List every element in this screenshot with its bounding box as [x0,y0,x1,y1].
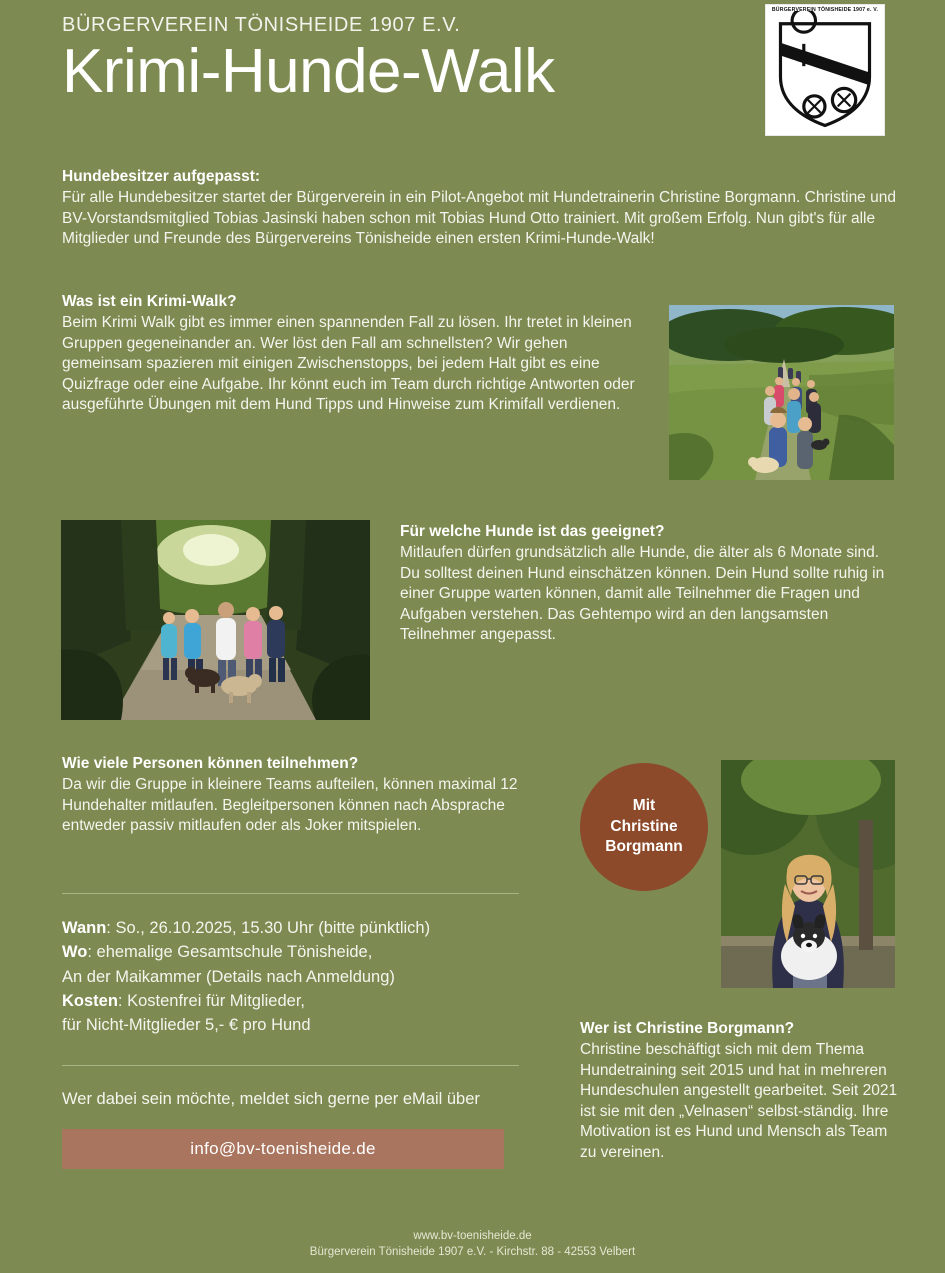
section-geeignete-hunde [400,523,890,646]
detail-kosten-value2: für Nicht-Mitglieder 5,- € pro Hund [62,1016,311,1034]
detail-wo-value: : ehemalige Gesamtschule Tönisheide, [87,943,373,962]
email-button[interactable]: info@bv-toenisheide.de [62,1129,504,1169]
shield-icon [772,11,878,130]
club-logo-caption: BÜRGERVEREIN TÖNISHEIDE 1907 e. V. [771,7,879,13]
badge-line-3: Borgmann [605,838,683,856]
badge-mit-christine [580,763,708,891]
event-details [62,893,522,1169]
spacer [62,1037,522,1065]
photo-group-walk-forest [61,520,370,720]
page-title: Krimi-Hunde-Walk [62,37,555,106]
details-lines [62,916,522,1037]
photo-walk1-image [669,305,894,480]
footer-address: Bürgerverein Tönisheide 1907 e.V. - Kirchstr. 88 - 42553 Velbert [309,1246,636,1259]
club-name: BÜRGERVEREIN TÖNISHEIDE 1907 E.V. [62,14,461,36]
section-heading: Was ist ein Krimi-Walk? [62,293,237,310]
poster-footer [0,1228,945,1261]
poster-header [0,0,945,150]
badge-line-2: Christine [610,817,678,835]
detail-kosten-label: Kosten [62,991,118,1010]
detail-wo [62,940,522,964]
badge-text [605,796,683,859]
detail-wo-value2: An der Maikammer (Details nach Anmeldung) [62,967,395,986]
section-body: Mitlaufen dürfen grundsätzlich alle Hunde, die älter als 6 Monate sind. Du solltest deinen Hund einschätzen können. Dein Hund sollte ruhig in einer Gruppe warten können, damit alle Teilnehmer die Fragen und Aufgaben verstehen. Das Gehtempo wird an den langsamsten Teilnehmer angepasst. [400,544,885,644]
section-body: Christine beschäftigt sich mit dem Thema Hundetraining seit 2015 und hat in mehreren Hundeschulen angestellt gearbeitet. Seit 2021 ist sie mit den „Velnasen“ selbst-ständig. Ihre Motivation ist es Hund und Mensch als Team zu vereinen. [580,1041,898,1162]
divider-top [62,893,519,894]
section-teilnehmerzahl [62,755,532,837]
section-body: Für alle Hundebesitzer startet der Bürgerverein in ein Pilot-Angebot mit Hundetrainerin Christine Borgmann. Christine und BV-Vorstandsmitglied Tobias Jasinski haben schon mit Tobias Hund Otto trainiert. Mit großem Erfolg. Nun gibt's für alle Mitglieder und Freunde des Bürgervereins Tönisheide einen ersten Krimi-Hunde-Walk! [62,189,896,248]
section-wer-ist-christine [580,1020,900,1164]
detail-wann [62,916,522,940]
detail-kosten [62,989,522,1013]
club-logo [765,4,885,136]
section-krimi-walk [62,293,637,416]
club-logo-shield [772,11,878,129]
photo-group-walk-path [669,305,894,480]
photo-trainer-image [721,760,895,988]
detail-wann-label: Wann [62,919,107,937]
section-hundebesitzer [62,168,907,250]
mail-note: Wer dabei sein möchte, meldet sich gerne per eMail über [62,1090,480,1109]
detail-kosten-value: : Kostenfrei für Mitglieder, [117,991,306,1010]
section-body: Da wir die Gruppe in kleinere Teams aufteilen, können maximal 12 Hundehalter mitlaufen. Begleitpersonen können nach Absprache entweder passiv mitlaufen oder als Joker mitspielen. [62,776,518,835]
detail-wann-value: : So., 26.10.2025, 15.30 Uhr (bitte pünktlich) [106,919,431,937]
photo-christine-borgmann [721,760,895,988]
badge-line-1: Mit [632,796,656,814]
section-heading: Für welche Hunde ist das geeignet? [400,523,665,540]
section-heading: Hundebesitzer aufgepasst: [62,168,261,185]
footer-website[interactable]: www.bv-toenisheide.de [413,1229,532,1242]
section-body: Beim Krimi Walk gibt es immer einen spannenden Fall zu lösen. Ihr tretet in kleinen Gruppen gegeneinander an. Wer löst den Fall am schnellsten? Wir gehen gemeinsam spazieren mit einigen Zwischenstopps, bei jedem Halt gibt es eine Quizfrage oder eine Aufgabe. Ihr könnt euch im Team durch richtige Antworten oder ausgeführte Übungen mit dem Hund Tipps und Hinweise zum Krimifall verdienen. [62,314,635,414]
section-heading: Wer ist Christine Borgmann? [580,1020,795,1037]
detail-wo-label: Wo [62,943,88,962]
photo-walk2-image [61,520,370,720]
section-heading: Wie viele Personen können teilnehmen? [62,755,359,772]
divider-bottom [62,1065,519,1066]
